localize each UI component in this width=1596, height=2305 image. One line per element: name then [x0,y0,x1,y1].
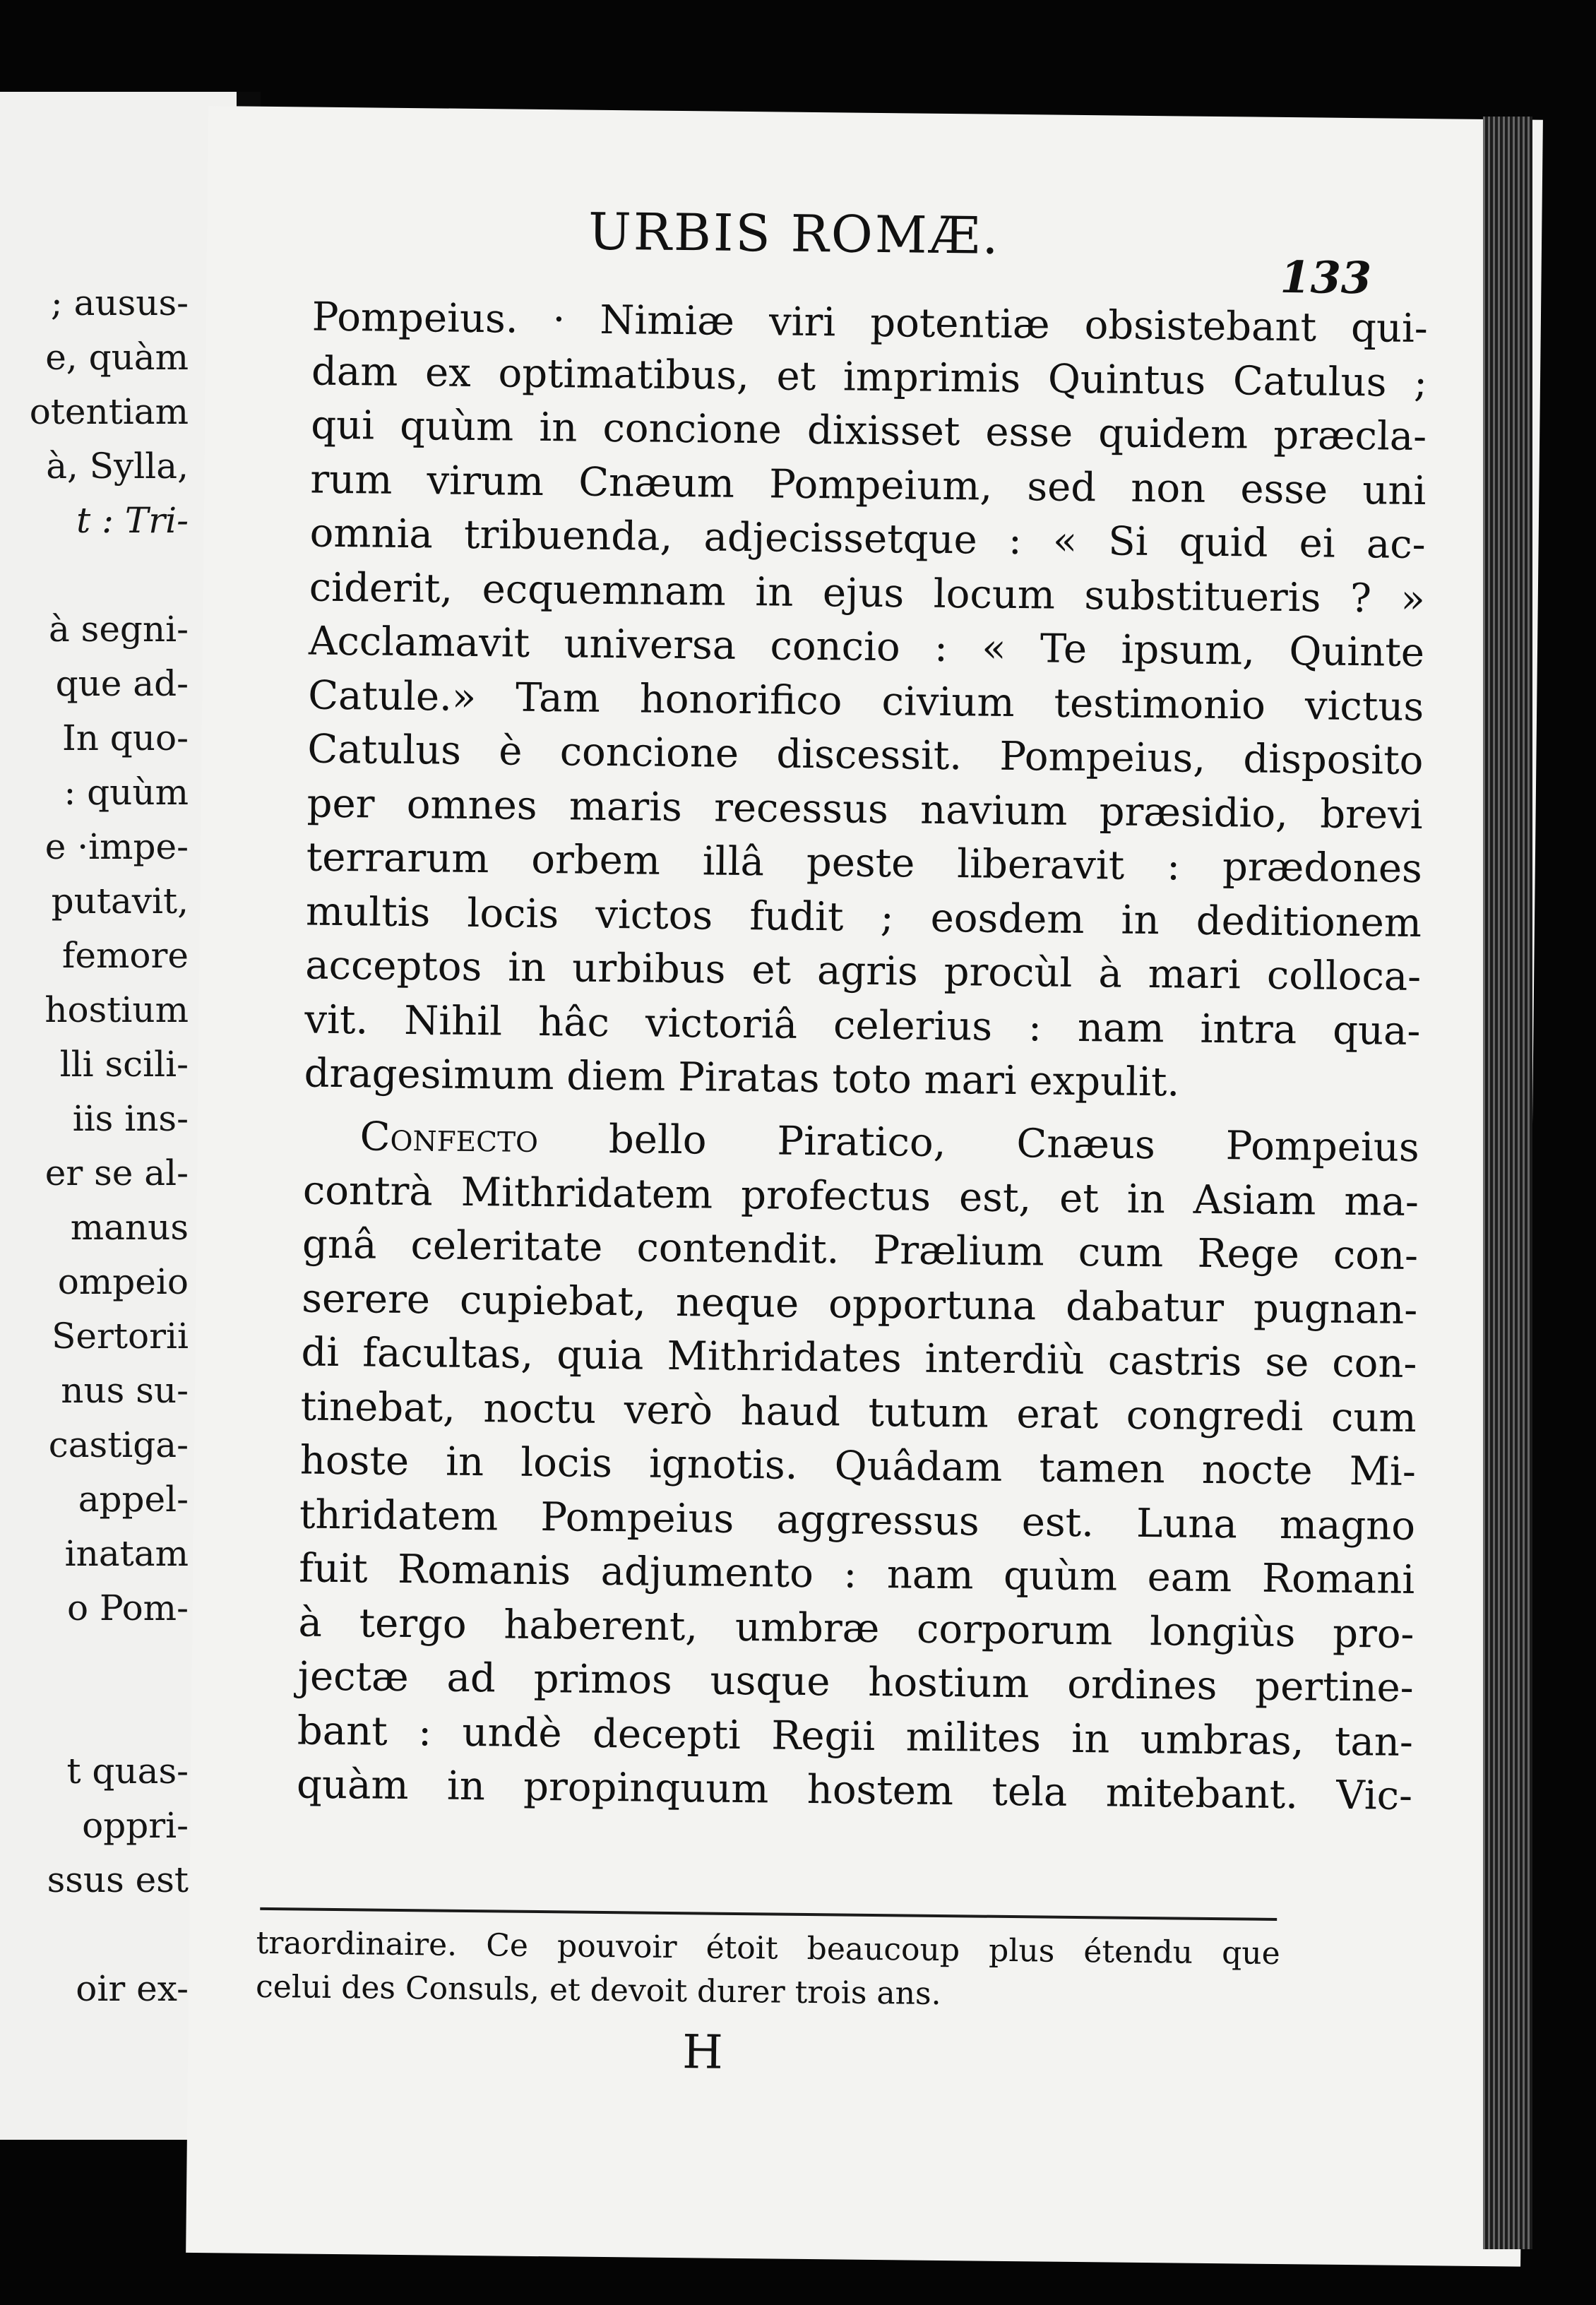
text-line: thridatem Pompeius aggressus est. Luna magno [299,1491,1416,1549]
running-header: URBIS ROMÆ. [588,201,1001,266]
left-page-line: à segni- [48,609,189,650]
text-line: hoste in locis ignotis. Quâdam tamen nocte Mi- [299,1437,1417,1496]
text-line: jectæ ad primos usque hostium ordines pertine- [297,1653,1414,1711]
drop-word: Confecto [359,1114,539,1162]
left-page-line: e, quàm [45,337,189,378]
left-page-line: o Pom- [66,1588,189,1628]
text-line: acceptos in urbibus et agris procùl à mari colloca- [304,942,1422,1001]
text-line: tinebat, noctu verò haud tutum erat congredi cum [300,1383,1417,1441]
text-line: Acclamavit universa concio : « Te ipsum, Quinte [308,618,1425,677]
text-line: contrà Mithridatem profectus est, et in Asiam ma- [302,1167,1419,1225]
left-page-line: oppri- [82,1805,189,1846]
text-line: Catule.» Tam honorifico civium testimonio victus [307,672,1424,730]
left-page-line: iis ins- [72,1098,189,1139]
left-page-line: ssus est [47,1859,189,1900]
left-page-line: er se al- [44,1152,189,1193]
text-line: vit. Nihil hâc victoriâ celerius : nam intra qua- [304,996,1421,1054]
footnote [256,1922,1280,2020]
left-page-line: putavit, [51,881,189,922]
text-line: per omnes maris recessus navium præsidio, brevi [306,780,1423,838]
left-page-line: ompeio [57,1261,189,1302]
text-line: fuit Romanis adjumento : nam quùm eam Romani [298,1545,1415,1604]
text-line: multis locis victos fudit ; eosdem in deditionem [305,888,1422,946]
left-page-line: oir ex- [76,1968,189,2009]
footnote-line: traordinaire. Ce pouvoir étoit beaucoup plus étendu que [256,1924,1280,1972]
left-page-line: femore [61,935,189,976]
text-line: gnâ celeritate contendit. Prælium cum Rege con- [302,1221,1419,1280]
left-page-line: castiga- [48,1424,189,1465]
left-page-line: à, Sylla, [46,446,189,487]
left-page-line: appel- [78,1479,189,1520]
paragraph-2 [297,1109,1419,1823]
left-page-line: t quas- [66,1751,189,1792]
left-page-line: nus su- [61,1370,189,1411]
text-line: di facultas, quia Mithridates interdiù castris se con- [301,1329,1417,1388]
text-line: Pompeius. · Nimiæ viri potentiæ obsistebant qui- [311,294,1429,352]
left-page-line: ; ausus- [50,282,189,323]
left-page-line: In quo- [61,717,189,758]
text-line: omnia tribuenda, adjecissetque : « Si quid ei ac- [309,510,1426,568]
text-line: rum virum Cnæum Pompeium, sed non esse uni [310,456,1427,514]
left-page-line: manus [70,1207,189,1248]
signature-mark: H [681,2025,724,2080]
text-line: bant : undè decepti Regii milites in umbras, tan- [297,1707,1414,1765]
left-page-line: lli scili- [59,1044,189,1085]
text-line: à tergo haberent, umbræ corporum longiùs pro- [298,1599,1415,1657]
left-page-line: hostium [44,989,189,1030]
footnote-rule [260,1907,1277,1921]
left-page-line: Sertorii [52,1316,189,1357]
left-page-line: que ad- [55,663,189,704]
page-number: 133 [1280,251,1372,304]
text-line: terrarum orbem illâ peste liberavit : prædones [306,834,1423,893]
left-page-line: otentiam [29,391,189,432]
text-line: serere cupiebat, neque opportuna dabatur pugnan- [301,1275,1418,1333]
text-line: dragesimum diem Piratas toto mari expulit. [304,1050,1180,1106]
left-page-line: : quùm [64,772,189,813]
text-line: Catulus è concione discessit. Pompeius, disposito [307,726,1424,785]
text-line: qui quùm in concione dixisset esse quidem præcla- [310,402,1427,460]
left-page-line: e ·impe- [44,826,189,867]
footnote-line: celui des Consuls, et devoit durer trois ans. [255,1968,941,2013]
text-line: dam ex optimatibus, et imprimis Quintus Catulus ; [311,348,1428,406]
main-page [186,106,1543,2267]
text-line: quàm in propinquum hostem tela mitebant. Vic- [296,1761,1413,1819]
text-line: ciderit, ecquemnam in ejus locum substitueris ? » [309,564,1426,622]
paragraph-1 [304,291,1428,1113]
left-page-line: t : Tri- [76,500,189,541]
text-line-rest: bello Piratico, Cnæus Pompeius [608,1116,1419,1172]
left-page-line: inatam [64,1533,189,1574]
page-edge [1483,117,1532,2249]
